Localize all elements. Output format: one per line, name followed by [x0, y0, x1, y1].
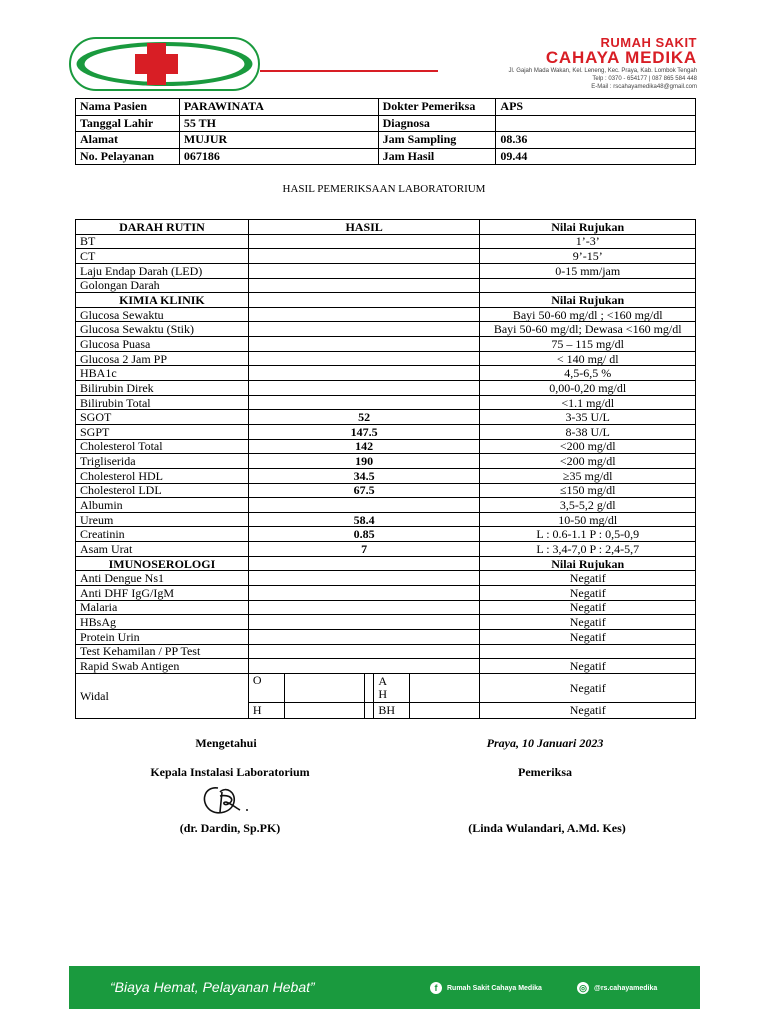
test-name: HBA1c	[76, 366, 249, 381]
test-result: 52	[248, 410, 480, 425]
label: Alamat	[76, 132, 180, 149]
test-name: Anti DHF IgG/IgM	[76, 586, 249, 601]
widal-ref-1: Negatif	[480, 673, 696, 702]
hasil-header: HASIL	[248, 220, 480, 235]
reference-range: 4,5-6,5 %	[480, 366, 696, 381]
reference-range: 3,5-5,2 g/dl	[480, 498, 696, 513]
test-name: Trigliserida	[76, 454, 249, 469]
empty-cell	[248, 556, 480, 571]
table-row	[76, 249, 696, 264]
hospital-phone: Telp : 0370 - 654177 | 087 865 584 448	[592, 76, 697, 82]
widal-h: H	[249, 703, 285, 718]
test-result	[248, 629, 480, 644]
table-row	[76, 586, 696, 601]
test-name: SGOT	[76, 410, 249, 425]
reference-range: ≤150 mg/dl	[480, 483, 696, 498]
reference-range: Negatif	[480, 659, 696, 674]
table-row	[76, 395, 696, 410]
result-time: 09.44	[496, 148, 696, 165]
ref-header: Nilai Rujukan	[480, 293, 696, 308]
reference-range: 9’-15’	[480, 249, 696, 264]
patient-name: PARAWINATA	[179, 99, 378, 116]
test-result	[248, 366, 480, 381]
diagnosis-value	[496, 115, 696, 132]
left-signature-heading: Mengetahui	[195, 736, 257, 750]
table-row	[76, 483, 696, 498]
widal-ah	[374, 674, 410, 702]
header-divider	[260, 70, 438, 72]
widal-a-value	[410, 674, 480, 702]
reference-range: ≥35 mg/dl	[480, 468, 696, 483]
widal-o: O	[249, 674, 285, 702]
test-name: Albumin	[76, 498, 249, 513]
table-row	[76, 99, 696, 116]
reference-range: Bayi 50-60 mg/dl; Dewasa <160 mg/dl	[480, 322, 696, 337]
table-row	[76, 454, 696, 469]
hospital-type: RUMAH SAKIT	[600, 35, 697, 50]
section-darah-rutin: DARAH RUTIN	[76, 220, 249, 235]
table-row	[76, 659, 696, 674]
table-row	[76, 115, 696, 132]
table-row	[76, 644, 696, 659]
table-row	[76, 366, 696, 381]
table-row	[76, 512, 696, 527]
reference-range: <1.1 mg/dl	[480, 395, 696, 410]
test-name: Bilirubin Total	[76, 395, 249, 410]
label: Jam Hasil	[378, 148, 496, 165]
table-row	[76, 600, 696, 615]
test-result	[248, 395, 480, 410]
reference-range	[480, 278, 696, 293]
empty-cell	[365, 674, 374, 702]
test-name: Glucosa Sewaktu (Stik)	[76, 322, 249, 337]
test-name: BT	[76, 234, 249, 249]
reference-range: Bayi 50-60 mg/dl ; <160 mg/dl	[480, 307, 696, 322]
widal-o-value	[285, 674, 365, 702]
left-signature-name: (dr. Dardin, Sp.PK)	[179, 821, 281, 835]
test-name: Asam Urat	[76, 542, 249, 557]
test-result	[248, 659, 480, 674]
facebook-link[interactable]	[430, 982, 542, 994]
signature-date: Praya, 10 Januari 2023	[486, 736, 604, 750]
signature-image	[196, 780, 268, 820]
test-result: 0.85	[248, 527, 480, 542]
test-result: 7	[248, 542, 480, 557]
test-result	[248, 615, 480, 630]
test-name: Bilirubin Direk	[76, 381, 249, 396]
test-name: HBsAg	[76, 615, 249, 630]
table-row	[76, 629, 696, 644]
reference-range: 3-35 U/L	[480, 410, 696, 425]
page-title: HASIL PEMERIKSAAN LABORATORIUM	[282, 183, 486, 195]
widal-row	[76, 673, 696, 702]
left-signature-role: Kepala Instalasi Laboratorium	[150, 765, 310, 779]
test-name: Glucosa Sewaktu	[76, 307, 249, 322]
test-name: Rapid Swab Antigen	[76, 659, 249, 674]
widal-a: A	[378, 673, 388, 688]
test-name: Test Kehamilan / PP Test	[76, 644, 249, 659]
hospital-address: Jl. Gajah Mada Wakan, Kel. Leneng, Kec. Praya, Kab. Lombok Tengah	[508, 68, 697, 74]
ref-header: Nilai Rujukan	[480, 556, 696, 571]
table-row	[76, 542, 696, 557]
test-result	[248, 263, 480, 278]
test-result	[248, 644, 480, 659]
test-result: 147.5	[248, 424, 480, 439]
test-result	[248, 351, 480, 366]
test-result	[248, 498, 480, 513]
reference-range: 10-50 mg/dl	[480, 512, 696, 527]
table-row	[76, 571, 696, 586]
test-name: Glucosa Puasa	[76, 337, 249, 352]
test-result	[248, 381, 480, 396]
reference-range: <200 mg/dl	[480, 454, 696, 469]
table-row	[76, 263, 696, 278]
reference-range: < 140 mg/ dl	[480, 351, 696, 366]
label: No. Pelayanan	[76, 148, 180, 165]
test-name: Anti Dengue Ns1	[76, 571, 249, 586]
table-row	[76, 278, 696, 293]
widal-label: Widal	[76, 673, 249, 718]
test-result	[248, 322, 480, 337]
reference-range: 75 – 115 mg/dl	[480, 337, 696, 352]
table-row	[76, 351, 696, 366]
section-kimia-klinik: KIMIA KLINIK	[76, 293, 249, 308]
table-row	[76, 468, 696, 483]
reference-range: Negatif	[480, 586, 696, 601]
section-header-row	[76, 293, 696, 308]
table-row	[76, 337, 696, 352]
slogan: “Biaya Hemat, Pelayanan Hebat”	[110, 979, 315, 995]
test-result	[248, 337, 480, 352]
patient-address: MUJUR	[179, 132, 378, 149]
instagram-icon: ◎	[577, 982, 589, 994]
ref-header: Nilai Rujukan	[480, 220, 696, 235]
patient-age: 55 TH	[179, 115, 378, 132]
test-result: 67.5	[248, 483, 480, 498]
test-name: Cholesterol Total	[76, 439, 249, 454]
test-result	[248, 600, 480, 615]
table-row	[76, 439, 696, 454]
test-name: Malaria	[76, 600, 249, 615]
reference-range: L : 0.6-1.1 P : 0,5-0,9	[480, 527, 696, 542]
right-signature-name: (Linda Wulandari, A.Md. Kes)	[468, 821, 626, 835]
widal-h-value	[285, 703, 365, 718]
table-row	[76, 132, 696, 149]
hospital-email: E-Mail : rscahayamedika48@gmail.com	[591, 84, 697, 90]
reference-range: <200 mg/dl	[480, 439, 696, 454]
table-row	[76, 498, 696, 513]
reference-range	[480, 644, 696, 659]
instagram-link[interactable]	[577, 982, 657, 994]
test-name: Cholesterol HDL	[76, 468, 249, 483]
service-number: 067186	[179, 148, 378, 165]
facebook-label: Rumah Sakit Cahaya Medika	[447, 984, 542, 992]
widal-bh: BH	[374, 703, 410, 718]
table-row	[76, 322, 696, 337]
label: Nama Pasien	[76, 99, 180, 116]
test-result	[248, 571, 480, 586]
reference-range: 0,00-0,20 mg/dl	[480, 381, 696, 396]
empty-cell	[248, 293, 480, 308]
test-result	[248, 249, 480, 264]
reference-range: 1’-3’	[480, 234, 696, 249]
right-signature-role: Pemeriksa	[518, 765, 572, 779]
test-name: SGPT	[76, 424, 249, 439]
doctor-name: APS	[496, 99, 696, 116]
widal-grid	[248, 702, 480, 718]
test-name: Golongan Darah	[76, 278, 249, 293]
reference-range: Negatif	[480, 629, 696, 644]
test-result: 34.5	[248, 468, 480, 483]
test-name: Cholesterol LDL	[76, 483, 249, 498]
test-name: CT	[76, 249, 249, 264]
test-result	[248, 586, 480, 601]
table-row	[76, 381, 696, 396]
table-row	[76, 234, 696, 249]
lab-results-table	[75, 219, 696, 719]
hospital-name: CAHAYA MEDIKA	[545, 48, 697, 67]
test-name: Laju Endap Darah (LED)	[76, 263, 249, 278]
table-row	[76, 527, 696, 542]
section-header-row	[76, 556, 696, 571]
label: Dokter Pemeriksa	[378, 99, 496, 116]
test-name: Creatinin	[76, 527, 249, 542]
table-row	[76, 424, 696, 439]
section-header-row	[76, 220, 696, 235]
label: Tanggal Lahir	[76, 115, 180, 132]
reference-range: L : 3,4-7,0 P : 2,4-5,7	[480, 542, 696, 557]
reference-range: Negatif	[480, 615, 696, 630]
table-row	[76, 307, 696, 322]
test-name: Protein Urin	[76, 629, 249, 644]
widal-ref-2: Negatif	[480, 702, 696, 718]
reference-range: Negatif	[480, 571, 696, 586]
test-name: Glucosa 2 Jam PP	[76, 351, 249, 366]
table-row	[76, 615, 696, 630]
test-result	[248, 234, 480, 249]
footer-banner	[69, 966, 700, 1009]
test-result	[248, 278, 480, 293]
reference-range: 0-15 mm/jam	[480, 263, 696, 278]
test-result: 190	[248, 454, 480, 469]
reference-range: Negatif	[480, 600, 696, 615]
reference-range: 8-38 U/L	[480, 424, 696, 439]
facebook-icon: f	[430, 982, 442, 994]
instagram-label: @rs.cahayamedika	[594, 984, 658, 992]
table-row	[76, 148, 696, 165]
label: Diagnosa	[378, 115, 496, 132]
test-name: Ureum	[76, 512, 249, 527]
patient-info-table	[75, 98, 696, 165]
test-result: 58.4	[248, 512, 480, 527]
table-row	[76, 410, 696, 425]
empty-cell	[365, 703, 374, 718]
sampling-time: 08.36	[496, 132, 696, 149]
label: Jam Sampling	[378, 132, 496, 149]
hospital-logo	[69, 37, 260, 91]
widal-bh-value	[410, 703, 480, 718]
section-imunoserologi: IMUNOSEROLOGI	[76, 556, 249, 571]
widal-grid	[248, 673, 480, 702]
test-result: 142	[248, 439, 480, 454]
widal-h-upper: H	[378, 686, 388, 701]
hospital-header	[509, 36, 697, 91]
test-result	[248, 307, 480, 322]
